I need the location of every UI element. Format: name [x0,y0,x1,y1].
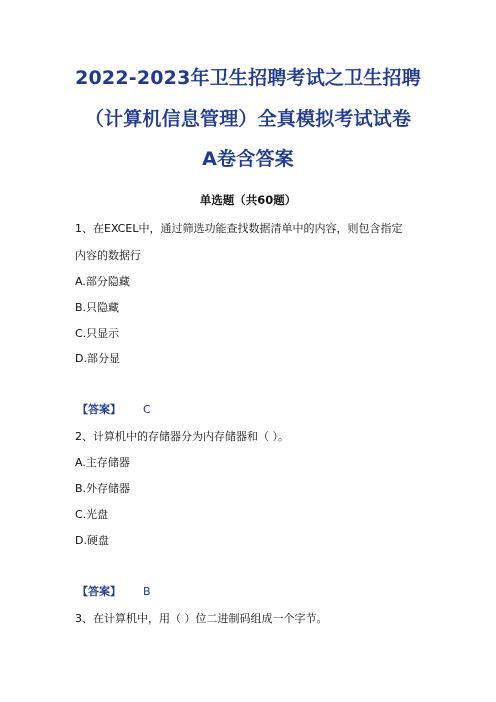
question-1-stem-line1: 1、在EXCEL中，通过筛选功能查找数据清单中的内容，则包含指定 [75,222,403,235]
question-1-stem-line2: 内容的数据行 [75,249,141,262]
question-2-option-a: A.主存储器 [75,456,130,469]
question-1-option-a: A.部分隐藏 [75,275,130,288]
question-2-option-c: C.光盘 [75,508,109,521]
answer-label: 【答案】 [77,403,121,416]
question-2-answer [77,585,151,599]
document-title-line1: 2022-2023年卫生招聘考试之卫生招聘 [75,67,421,89]
answer-value: C [143,403,151,416]
question-1-option-b: B.只隐藏 [75,301,120,314]
section-heading: 单选题（共60题） [199,193,297,207]
question-2-option-b: B.外存储器 [75,482,131,495]
question-1-option-d: D.部分显 [75,352,120,365]
document-title-line2: （计算机信息管理）全真模拟考试试卷 [84,108,412,130]
answer-label: 【答案】 [77,585,121,598]
question-2-option-d: D.硬盘 [75,534,109,547]
question-1-option-c: C.只显示 [75,327,120,340]
question-1-answer [77,403,151,417]
question-3-stem-line1: 3、在计算机中，用（ ）位二进制码组成一个字节。 [75,612,328,625]
document-title-line3: A卷含答案 [202,148,294,170]
question-2-stem-line1: 2、计算机中的存储器分为内存储器和（ ）。 [75,430,289,443]
answer-value: B [143,585,151,598]
